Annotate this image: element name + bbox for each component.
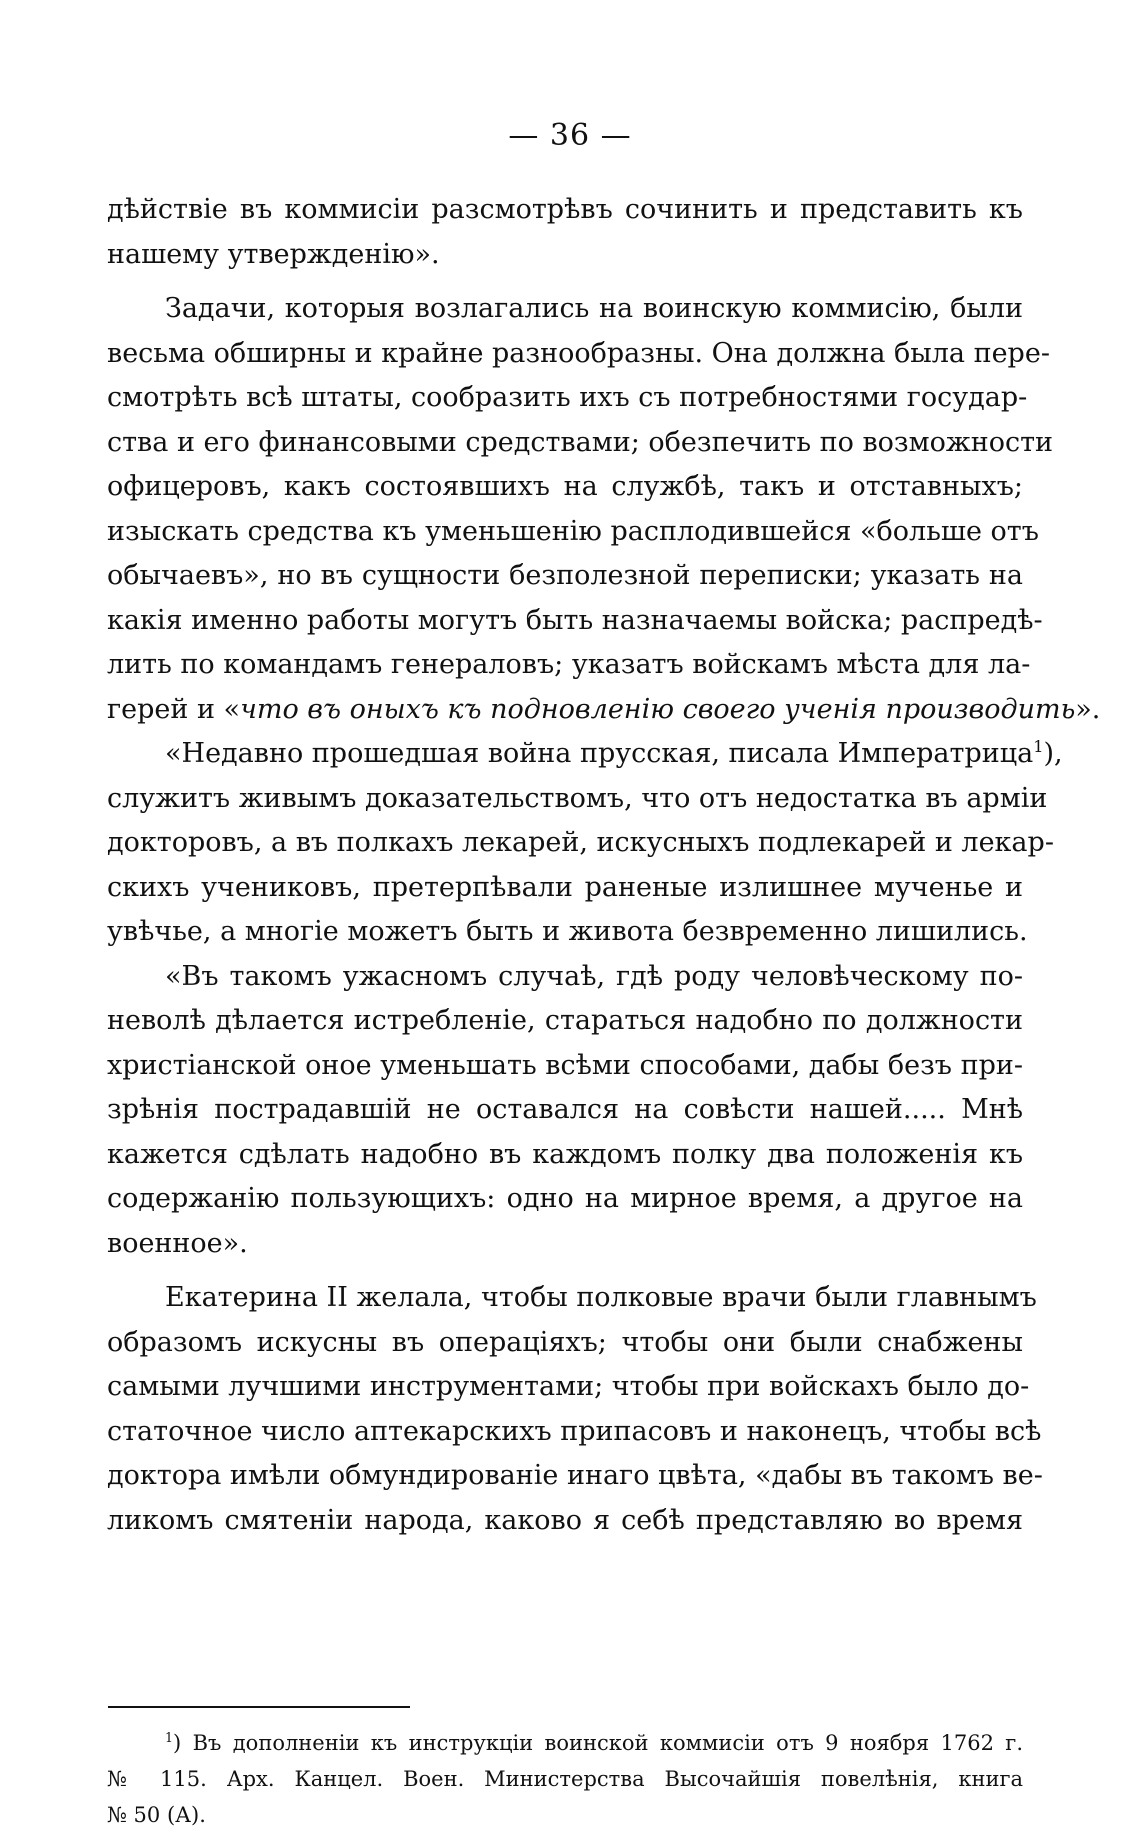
text-line: нашему утвержденію». — [107, 238, 440, 270]
text-line: ства и его финансовыми средствами; обезпечить по возможности — [107, 426, 1054, 458]
italic-quote: что въ оныхъ къ подновленію своего ученія производить — [240, 693, 1076, 725]
text-line: доктора имѣли обмундированіе инаго цвѣта, «дабы въ такомъ ве- — [107, 1460, 1043, 1491]
text-line — [107, 732, 1063, 777]
main-text — [107, 188, 1101, 1543]
text-line: неволѣ дѣлается истребленіе, стараться надобно по должности — [107, 1005, 1023, 1036]
text-line: самыми лучшими инструментами; чтобы при войскахъ было до- — [107, 1371, 1030, 1402]
text-fragment: ) Въ дополненіи къ инструкціи воинской коммисіи отъ 9 ноября 1762 г. — [173, 1731, 1023, 1755]
text-line — [107, 688, 1101, 733]
text-line: христіанской оное уменьшать всѣми способами, дабы безъ при- — [107, 1049, 1023, 1081]
text-line: служитъ живымъ доказательствомъ, что отъ недостатка въ арміи — [107, 782, 1048, 814]
footnote-marker: 1 — [1033, 737, 1044, 756]
footnote-line: № 50 (А). — [107, 1803, 206, 1827]
text-line: дѣйствіе въ коммисіи разсмотрѣвъ сочинить и представить къ — [107, 194, 1023, 225]
footnote-line: № 115. Арх. Канцел. Воен. Министерства Высочайшія повелѣнія, книга — [107, 1767, 1023, 1791]
footnote-line — [107, 1725, 1023, 1761]
text-line: военное». — [107, 1227, 248, 1259]
text-fragment: «Недавно прошедшая война прусская, писала Императрица — [165, 738, 1034, 769]
text-line: ликомъ смятеніи народа, каково я себѣ представляю во время — [107, 1504, 1023, 1536]
text-line: кажется сдѣлать надобно въ каждомъ полку два положенія къ — [107, 1138, 1023, 1170]
text-line: «Въ такомъ ужасномъ случаѣ, гдѣ роду человѣческому по- — [165, 960, 1023, 992]
footnotes — [107, 1725, 1023, 1833]
text-line: обычаевъ», но въ сущности безполезной переписки; указать на — [107, 560, 1023, 591]
text-line: весьма обширны и крайне разнообразны. Она должна была пере- — [107, 337, 1050, 369]
text-line: увѣчье, а многіе можетъ быть и живота безвременно лишились. — [107, 916, 1028, 947]
text-line: Екатерина II желала, чтобы полковые врачи были главнымъ — [165, 1282, 1037, 1313]
text-line: скихъ учениковъ, претерпѣвали раненые излишнее мученье и — [107, 871, 1023, 903]
page-number: — 36 — — [508, 118, 632, 153]
text-fragment: герей и « — [107, 693, 241, 725]
text-fragment: ), — [1043, 738, 1063, 769]
text-line: зрѣнія пострадавшій не оставался на совѣсти нашей..... Мнѣ — [107, 1094, 1023, 1125]
text-line: лить по командамъ генераловъ; указатъ войскамъ мѣста для ла- — [107, 649, 1031, 680]
text-line: Задачи, которыя возлагались на воинскую коммисію, были — [165, 293, 1023, 324]
text-line: какія именно работы могутъ быть назначаемы войска; распредѣ- — [107, 604, 1043, 636]
text-line: докторовъ, а въ полкахъ лекарей, искусныхъ подлекарей и лекар- — [107, 827, 1054, 858]
footnote-marker: 1 — [165, 1730, 174, 1745]
text-line: смотрѣть всѣ штаты, сообразить ихъ съ потребностями государ- — [107, 382, 1028, 413]
text-line: статочное число аптекарскихъ припасовъ и наконецъ, чтобы всѣ — [107, 1415, 1042, 1447]
text-line: образомъ искусны въ операціяхъ; чтобы они были снабжены — [107, 1326, 1023, 1358]
text-line: содержанію пользующихъ: одно на мирное время, а другое на — [107, 1183, 1023, 1214]
footnote-separator — [108, 1706, 410, 1708]
text-line: изыскать средства къ уменьшенію расплодившейся «больше отъ — [107, 515, 1039, 547]
text-fragment: ». — [1075, 693, 1101, 725]
text-line: офицеровъ, какъ состоявшихъ на службѣ, такъ и отставныхъ; — [107, 471, 1023, 502]
